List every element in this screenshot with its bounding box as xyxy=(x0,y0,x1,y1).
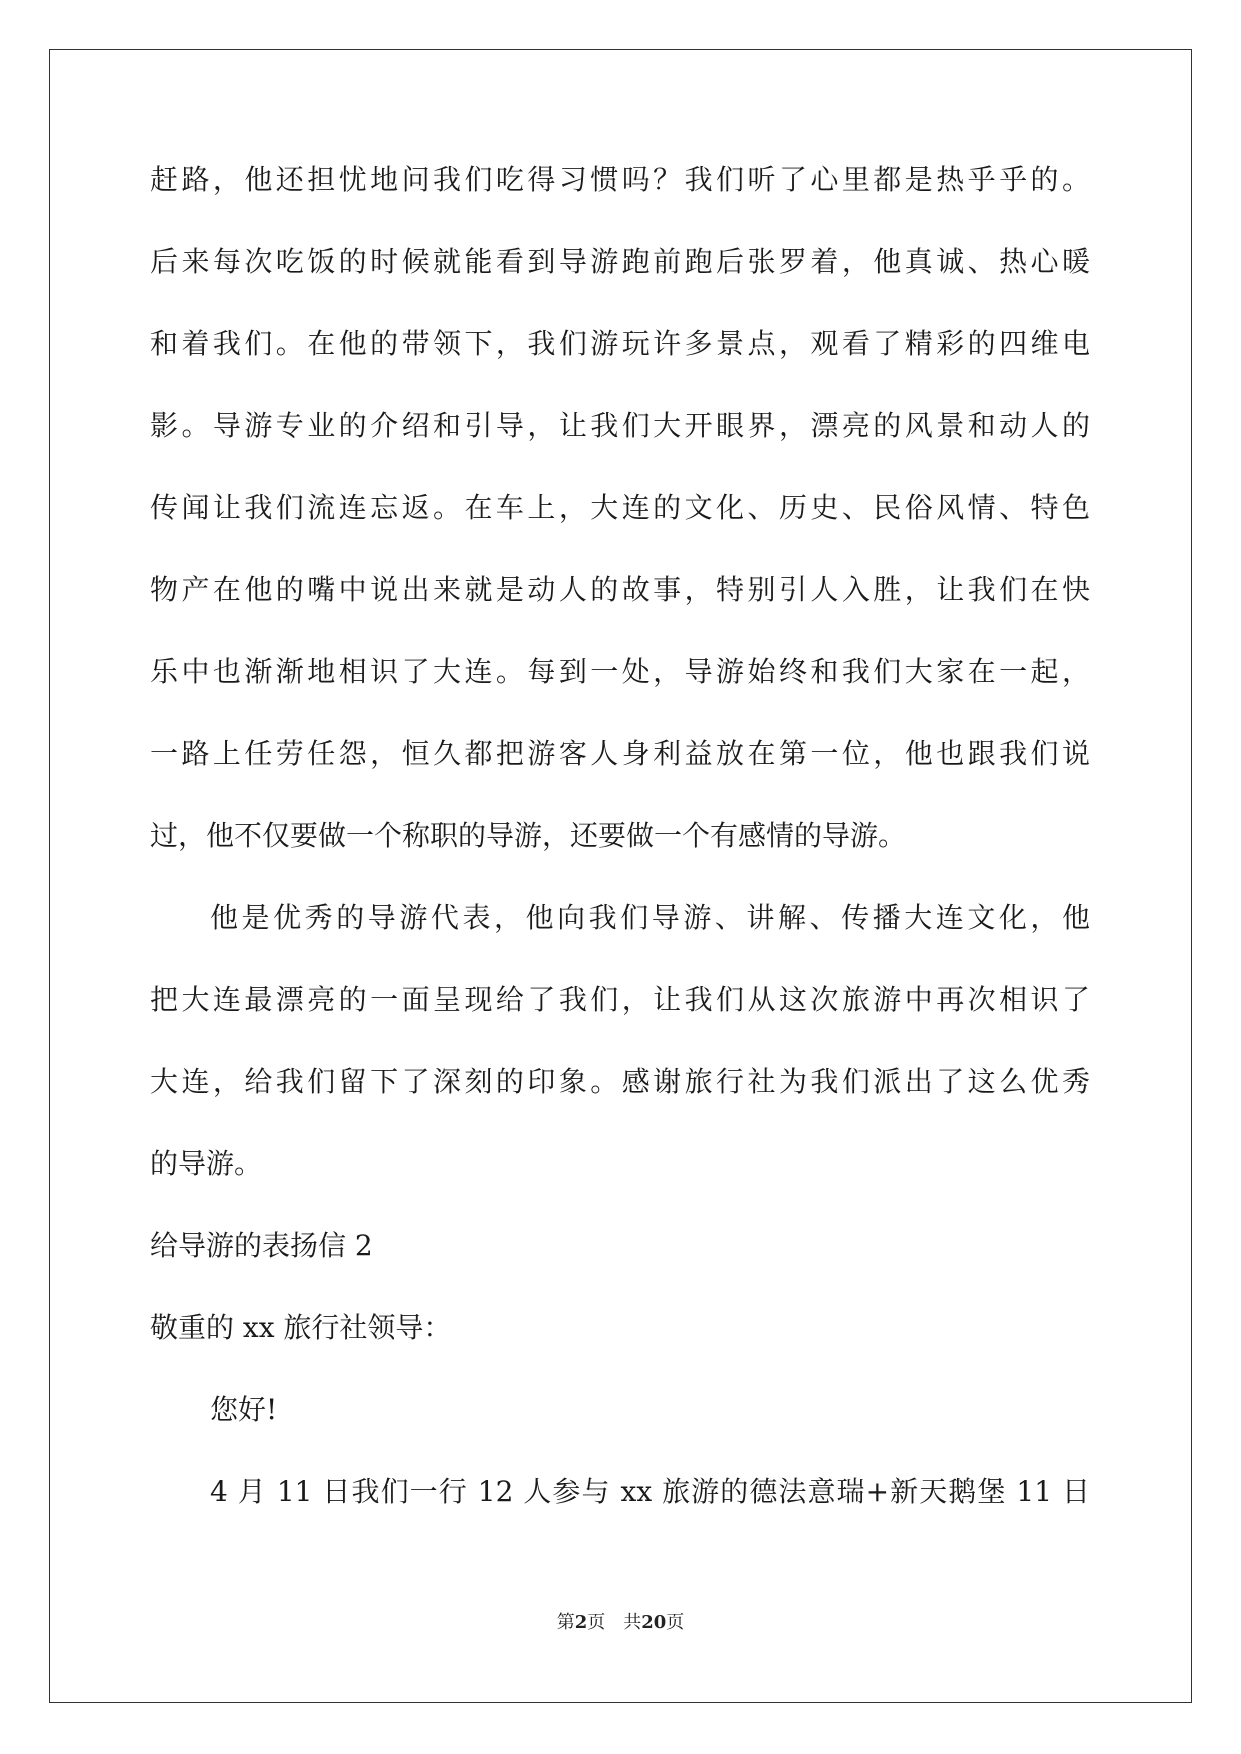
body-line: 的导游。 xyxy=(150,1147,263,1180)
page-unit: 页 xyxy=(587,1612,606,1633)
paragraph-first-line: 他是优秀的导游代表，他向我们导游、讲解、传播大连文化，他 xyxy=(210,901,1090,934)
paragraph-first-line: 4 月 11 日我们一行 12 人参与 xx 旅游的德法意瑞+新天鹅堡 11 日 xyxy=(210,1475,1090,1508)
body-line: 和着我们。在他的带领下，我们游玩许多景点，观看了精彩的四维电 xyxy=(150,327,1090,360)
page-number: 2 xyxy=(574,1612,588,1633)
greeting: 您好! xyxy=(210,1393,278,1426)
body-line: 过，他不仅要做一个称职的导游，还要做一个有感情的导游。 xyxy=(150,819,907,852)
body-line: 影。导游专业的介绍和引导，让我们大开眼界，漂亮的风景和动人的 xyxy=(150,409,1090,442)
body-line: 传闻让我们流连忘返。在车上，大连的文化、历史、民俗风情、特色 xyxy=(150,491,1090,524)
section-heading: 给导游的表扬信 2 xyxy=(150,1229,373,1262)
total-unit: 页 xyxy=(666,1612,685,1633)
body-line: 把大连最漂亮的一面呈现给了我们，让我们从这次旅游中再次相识了 xyxy=(150,983,1090,1016)
page-footer xyxy=(0,1608,1241,1634)
body-line: 物产在他的嘴中说出来就是动人的故事，特别引人入胜，让我们在快 xyxy=(150,573,1090,606)
page-prefix: 第 xyxy=(556,1612,575,1633)
body-line: 一路上任劳任怨，恒久都把游客人身利益放在第一位，他也跟我们说 xyxy=(150,737,1090,770)
salutation: 敬重的 xx 旅行社领导： xyxy=(150,1311,452,1344)
body-line: 乐中也渐渐地相识了大连。每到一处，导游始终和我们大家在一起， xyxy=(150,655,1090,688)
body-line: 后来每次吃饭的时候就能看到导游跑前跑后张罗着，他真诚、热心暖 xyxy=(150,245,1090,278)
document-body xyxy=(150,160,1090,1554)
total-prefix: 共 xyxy=(623,1612,642,1633)
body-line: 大连，给我们留下了深刻的印象。感谢旅行社为我们派出了这么优秀 xyxy=(150,1065,1090,1098)
body-line: 赶路，他还担忧地问我们吃得习惯吗？我们听了心里都是热乎乎的。 xyxy=(150,163,1090,196)
total-pages: 20 xyxy=(641,1612,667,1633)
